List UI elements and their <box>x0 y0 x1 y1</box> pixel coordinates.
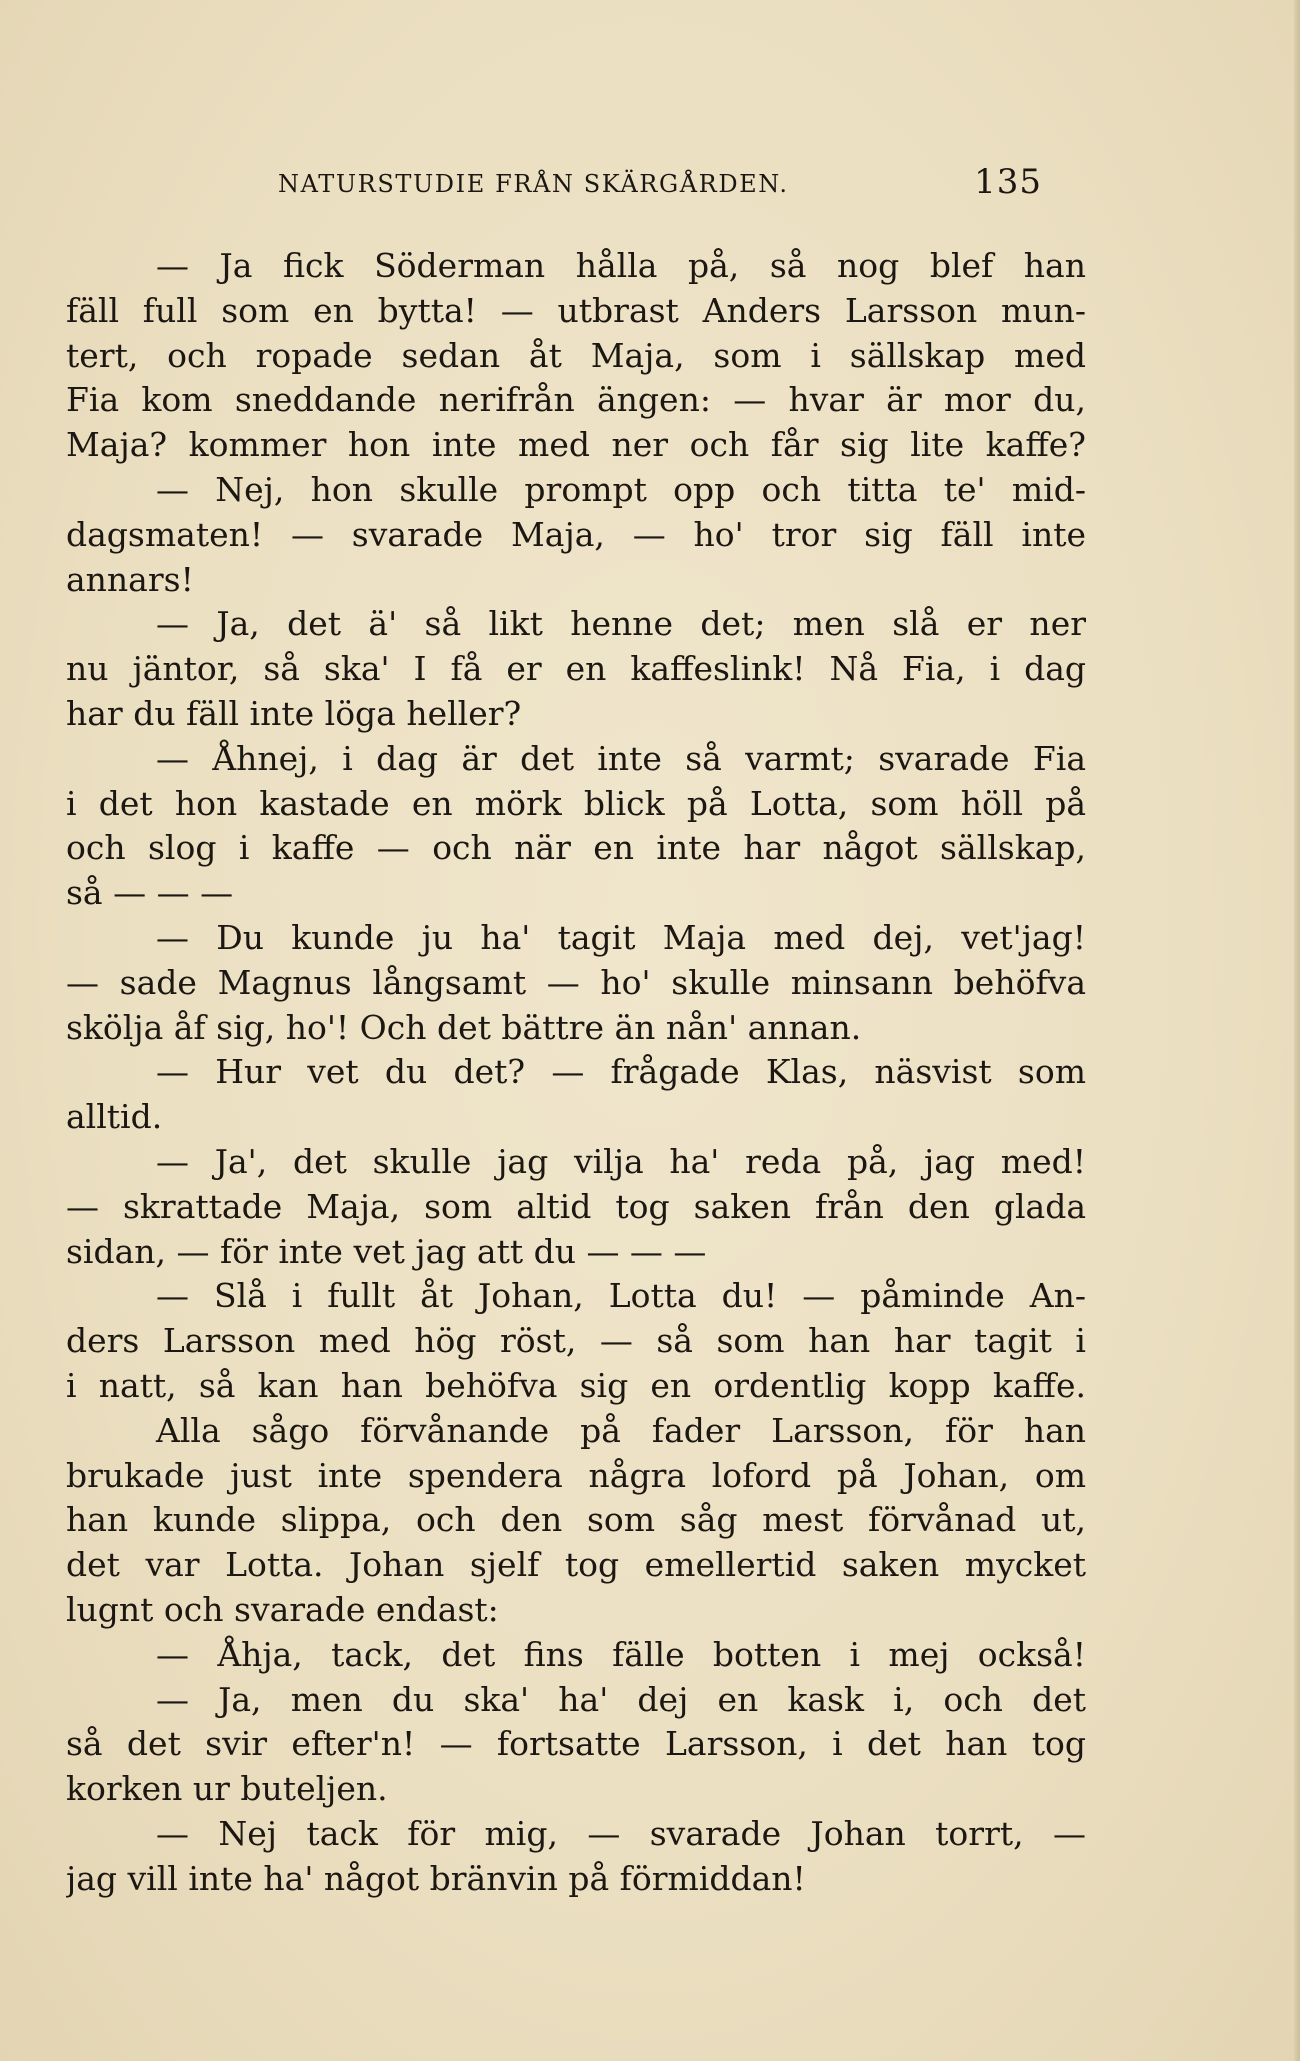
text-line: alltid. <box>66 1097 163 1137</box>
text-line: Maja? kommer hon inte med ner och får sig lite kaffe? <box>66 425 1086 465</box>
text-line: nu jäntor, så ska' I få er en kaffeslink! Nå Fia, i dag <box>66 649 1086 689</box>
text-line: sidan, — för inte vet jag att du — — — <box>66 1231 707 1271</box>
text-line: — Åhnej, i dag är det inte så varmt; svarade Fia <box>156 738 1086 778</box>
text-line: så det svir efter'n! — fortsatte Larsson, i det han tog <box>66 1724 1086 1764</box>
page-header <box>278 162 1048 202</box>
text-line: — Ja, men du ska' ha' dej en kask i, och det <box>156 1679 1086 1719</box>
text-line: — skrattade Maja, som altid tog saken från den glada <box>66 1186 1086 1226</box>
page-number: 135 <box>974 162 1042 202</box>
text-line: — Nej tack för mig, — svarade Johan torrt, — <box>156 1813 1086 1853</box>
text-line: så — — — <box>66 873 234 913</box>
text-line: skölja åf sig, ho'! Och det bättre än nån' annan. <box>66 1007 862 1047</box>
text-line: korken ur buteljen. <box>66 1769 388 1809</box>
text-line: — Slå i fullt åt Johan, Lotta du! — påminde An- <box>156 1276 1086 1316</box>
text-line: brukade just inte spendera några loford på Johan, om <box>66 1455 1086 1495</box>
text-line: i natt, så kan han behöfva sig en ordentlig kopp kaffe. <box>66 1365 1086 1405</box>
text-line: — Du kunde ju ha' tagit Maja med dej, vet'jag! <box>156 917 1086 957</box>
text-line: — Hur vet du det? — frågade Klas, näsvist som <box>156 1052 1086 1092</box>
text-line: och slog i kaffe — och när en inte har något sällskap, <box>66 828 1086 868</box>
text-line: i det hon kastade en mörk blick på Lotta, som höll på <box>66 783 1086 823</box>
text-line: har du fäll inte löga heller? <box>66 693 522 733</box>
text-line: — Nej, hon skulle prompt opp och titta te' mid- <box>156 469 1086 509</box>
body-text <box>66 244 1086 1901</box>
page-edge <box>1294 0 1300 2061</box>
running-head: NATURSTUDIE FRÅN SKÄRGÅRDEN. <box>278 170 789 198</box>
text-line: det var Lotta. Johan sjelf tog emellertid saken mycket <box>66 1545 1086 1585</box>
text-line: jag vill inte ha' något bränvin på förmiddan! <box>66 1858 806 1898</box>
text-line: Alla sågo förvånande på fader Larsson, för han <box>156 1410 1086 1450</box>
text-line: — Ja fick Söderman hålla på, så nog blef han <box>156 246 1086 285</box>
text-line: fäll full som en bytta! — utbrast Anders Larsson mun- <box>66 290 1086 330</box>
text-line: lugnt och svarade endast: <box>66 1589 499 1629</box>
text-line: — Ja, det ä' så likt henne det; men slå er ner <box>156 604 1086 644</box>
text-line: Fia kom sneddande nerifrån ängen: — hvar är mor du, <box>66 380 1086 420</box>
text-line: — sade Magnus långsamt — ho' skulle minsann behöfva <box>66 962 1086 1002</box>
text-line: — Ja', det skulle jag vilja ha' reda på, jag med! <box>156 1141 1086 1181</box>
text-line: ders Larsson med hög röst, — så som han har tagit i <box>66 1321 1086 1361</box>
text-line: annars! <box>66 559 194 599</box>
text-line: han kunde slippa, och den som såg mest förvånad ut, <box>66 1500 1086 1540</box>
text-line: dagsmaten! — svarade Maja, — ho' tror sig fäll inte <box>66 514 1086 554</box>
text-line: tert, och ropade sedan åt Maja, som i sällskap med <box>66 335 1086 375</box>
text-line: — Åhja, tack, det fins fälle botten i mej också! <box>156 1634 1086 1674</box>
